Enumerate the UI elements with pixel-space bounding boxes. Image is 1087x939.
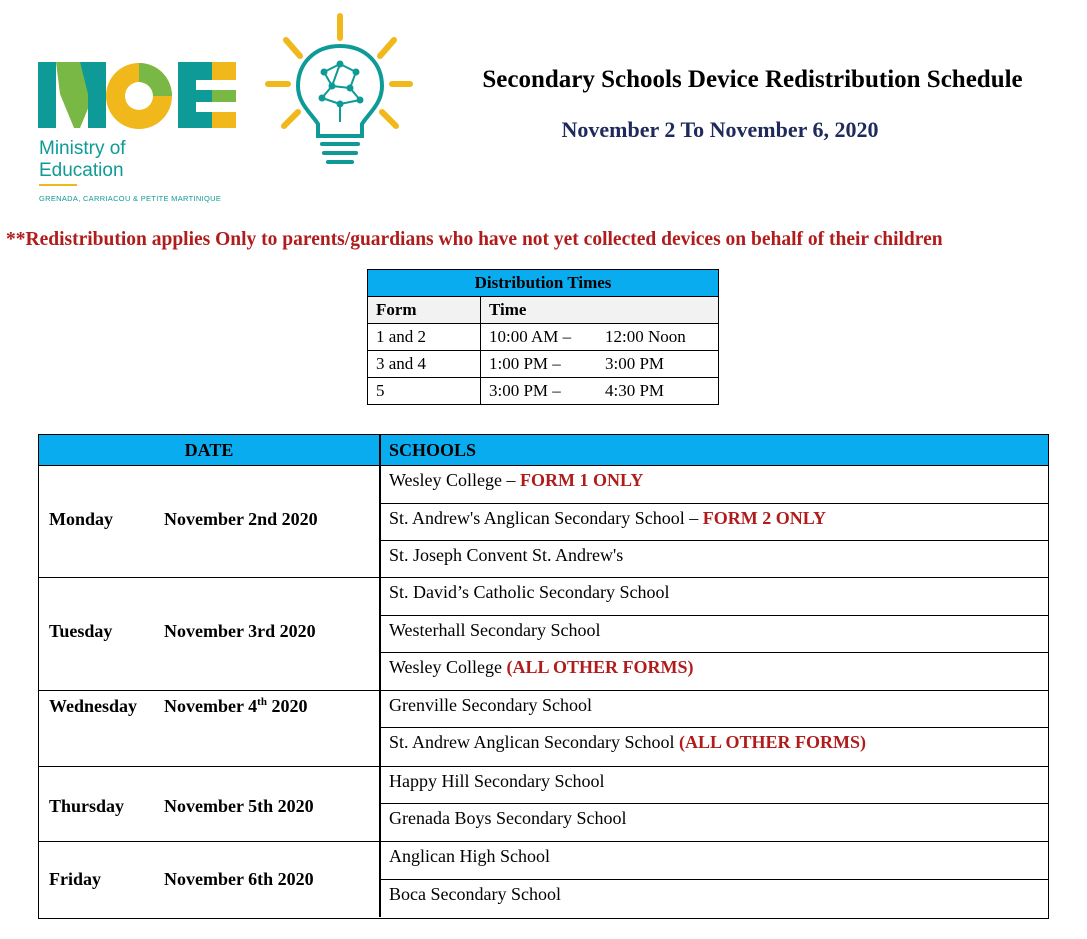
date-label: November 6th 2020 [164,869,314,889]
distribution-row [368,378,719,405]
notice-text: **Redistribution applies Only to parents/guardians who have not yet collected devices on behalf of their children [6,229,943,250]
date-label: November 3rd 2020 [164,621,316,641]
distribution-row [368,351,719,378]
date-label [164,696,307,717]
day-label: Monday [49,509,114,529]
day-group-tuesday [39,578,1048,691]
date-label: November 5th 2020 [164,796,314,816]
school-name: Grenville Secondary School [389,695,592,715]
school-row [381,880,1048,917]
school-note: (ALL OTHER FORMS) [506,657,694,677]
col-date-header: DATE [184,440,234,460]
school-name: Westerhall Secondary School [389,620,601,640]
header-divider [379,435,381,465]
region-text: GRENADA, CARRIACOU & PETITE MARTINIQUE [39,194,222,203]
school-row [381,842,1048,880]
distribution-times-title: Distribution Times [368,270,719,297]
col-time-header: Time [481,297,719,324]
time-start: 10:00 AM – [489,327,572,346]
day-group-wednesday [39,691,1048,767]
school-row [381,691,1048,728]
school-name: St. David’s Catholic Secondary School [389,582,670,602]
school-row [381,804,1048,841]
school-name: St. Joseph Convent St. Andrew's [389,545,624,565]
date-text: November 4 [164,696,258,716]
day-label: Wednesday [49,696,138,716]
ministry-line1: Ministry of [39,138,126,159]
time-cell [481,378,719,405]
page-subtitle: November 2 To November 6, 2020 [561,117,879,142]
time-end: 12:00 Noon [605,327,686,346]
page-title: Secondary Schools Device Redistribution Schedule [482,66,1023,93]
school-row [381,578,1048,616]
school-row [381,767,1048,804]
schedule-table [38,434,1049,919]
col-schools-header: SCHOOLS [389,440,477,460]
schedule-header [39,435,1048,466]
school-row [381,504,1048,541]
time-end: 4:30 PM [605,381,665,400]
school-name: Grenada Boys Secondary School [389,808,627,828]
day-label: Friday [49,869,101,889]
time-start: 1:00 PM – [489,354,561,373]
date-suffix: th [257,696,267,708]
time-cell [481,324,719,351]
ministry-line2: Education [39,160,124,181]
lightbulb-icon [262,12,414,170]
form-cell: 5 [368,378,481,405]
school-note: FORM 2 ONLY [702,508,827,528]
day-group-friday [39,842,1048,917]
form-cell: 1 and 2 [368,324,481,351]
school-row [381,653,1048,690]
time-end: 3:00 PM [605,354,665,373]
day-group-thursday [39,767,1048,842]
school-note: (ALL OTHER FORMS) [678,732,866,752]
logo-divider [39,184,77,186]
school-row [381,616,1048,653]
school-row [381,541,1048,577]
ministry-of-education-text [39,138,126,182]
school-note: FORM 1 ONLY [520,470,644,490]
form-cell: 3 and 4 [368,351,481,378]
school-name: Happy Hill Secondary School [389,771,605,791]
school-name: St. Andrew's Anglican Secondary School – [389,508,703,528]
school-row [381,466,1048,504]
school-name: Wesley College – [389,470,521,490]
school-name: St. Andrew Anglican Secondary School [389,732,679,752]
day-label: Tuesday [49,621,113,641]
day-label: Thursday [49,796,125,816]
date-label: November 2nd 2020 [164,509,318,529]
day-group-monday [39,466,1048,578]
school-name: Boca Secondary School [389,884,561,904]
col-form-header: Form [368,297,481,324]
time-cell [481,351,719,378]
time-start: 3:00 PM – [489,381,561,400]
school-name: Wesley College [389,657,507,677]
school-row [381,728,1048,766]
moe-logo [36,54,246,134]
date-year: 2020 [266,696,308,716]
distribution-times-table [367,269,719,405]
school-name: Anglican High School [389,846,550,866]
distribution-row [368,324,719,351]
